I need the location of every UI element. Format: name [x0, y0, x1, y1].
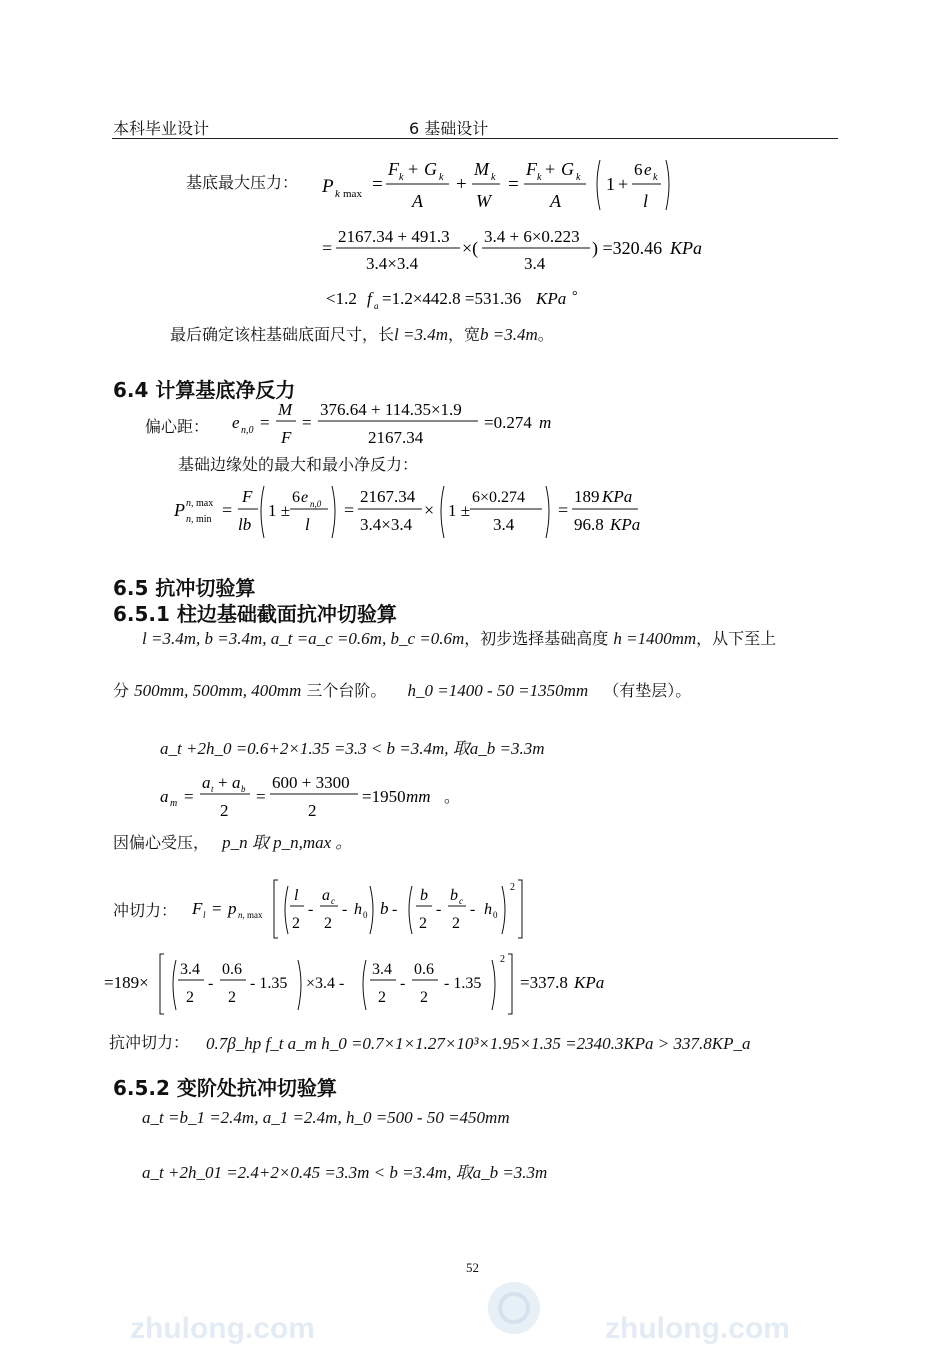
- svg-text:=1.2×442.8 =531.36: =1.2×442.8 =531.36: [382, 289, 522, 308]
- svg-text:+: +: [456, 174, 467, 195]
- svg-text:×3.4 -: ×3.4 -: [306, 975, 345, 992]
- svg-text:2: 2: [420, 989, 428, 1006]
- svg-text:- 1.35: - 1.35: [250, 975, 288, 992]
- svg-text:6: 6: [634, 160, 643, 179]
- allowable-pressure-check: [318, 284, 618, 312]
- svg-text:t: t: [211, 784, 214, 794]
- svg-text:6: 6: [292, 489, 300, 506]
- steps-line: 分 500mm, 500mm, 400mm 三个台阶。 h_0 =1400 - 50 =1350mm （有垫层）。: [113, 681, 692, 700]
- svg-text:96.8: 96.8: [574, 515, 604, 534]
- svg-text:l: l: [203, 910, 206, 920]
- svg-text:KPa: KPa: [574, 973, 605, 992]
- svg-text:2: 2: [292, 915, 300, 932]
- section-heading-6-4: 6.4 计算基底净反力: [113, 378, 296, 402]
- punching-force-equation: [188, 876, 538, 940]
- svg-text:n,: n,: [238, 910, 245, 920]
- svg-text:G: G: [561, 159, 574, 179]
- parameters-line: l =3.4m, b =3.4m, a_t =a_c =0.6m, b_c =0.6m，初步选择基础高度 h =1400mm，从下至上: [142, 629, 777, 648]
- svg-text:=: =: [508, 174, 519, 195]
- svg-text:<1.2: <1.2: [326, 289, 357, 308]
- svg-text:k: k: [491, 172, 496, 183]
- header-chapter: 6 基础设计: [409, 119, 489, 138]
- svg-text:3.4: 3.4: [180, 961, 200, 978]
- svg-text:a: a: [322, 887, 330, 904]
- edge-reaction-text: 基础边缘处的最大和最小净反力：: [178, 455, 419, 474]
- svg-text:k: k: [335, 188, 340, 200]
- svg-text:k: k: [439, 172, 444, 183]
- svg-text:0: 0: [493, 910, 498, 920]
- svg-text:n,: n,: [186, 514, 194, 525]
- svg-text:=1950: =1950: [362, 787, 406, 806]
- svg-text:°: °: [572, 289, 578, 304]
- watermark-left: zhulong.com: [130, 1312, 315, 1345]
- section-heading-6-5: 6.5 抗冲切验算: [113, 576, 256, 600]
- step-change-ab-equation: a_t +2h_01 =2.4+2×0.45 =3.3m < b =3.4m, 取a_b =3.3m: [142, 1163, 548, 1182]
- resistance-label: 抗冲切力：: [109, 1033, 190, 1052]
- svg-text:l: l: [643, 191, 649, 211]
- svg-text:l: l: [294, 887, 299, 904]
- svg-text:2167.34 + 491.3: 2167.34 + 491.3: [338, 227, 450, 246]
- svg-text:2: 2: [510, 882, 515, 893]
- svg-text:P: P: [174, 500, 185, 520]
- svg-text:1: 1: [606, 174, 615, 194]
- svg-text:3.4×3.4: 3.4×3.4: [366, 254, 419, 273]
- punching-force-label: 冲切力：: [113, 901, 178, 920]
- svg-text:-: -: [400, 975, 406, 992]
- svg-text:k: k: [576, 172, 581, 183]
- svg-text:2: 2: [378, 989, 386, 1006]
- svg-text:-: -: [342, 901, 348, 918]
- svg-text:n,0: n,0: [241, 425, 254, 436]
- svg-text:=: =: [260, 413, 270, 432]
- svg-text:e: e: [301, 489, 309, 506]
- svg-text:2: 2: [308, 801, 317, 820]
- svg-text:-: -: [308, 901, 314, 918]
- svg-text:c: c: [331, 896, 335, 906]
- svg-text:600 + 3300: 600 + 3300: [272, 773, 350, 792]
- eccentricity-label: 偏心距：: [145, 417, 210, 436]
- svg-text:。: 。: [444, 789, 461, 806]
- svg-text:F: F: [242, 487, 253, 506]
- svg-text:376.64 + 114.35×1.9: 376.64 + 114.35×1.9: [320, 400, 462, 419]
- svg-text:-: -: [208, 975, 214, 992]
- svg-text:=189×: =189×: [104, 973, 149, 992]
- svg-text:max: max: [343, 188, 362, 200]
- svg-text:3.4: 3.4: [493, 515, 515, 534]
- svg-text:0: 0: [363, 910, 368, 920]
- section-heading-6-5-1: 6.5.1 柱边基础截面抗冲切验算: [113, 602, 397, 626]
- svg-text:max: max: [247, 910, 263, 920]
- svg-text:F: F: [388, 159, 399, 179]
- svg-text:0.6: 0.6: [414, 961, 434, 978]
- svg-text:A: A: [412, 191, 423, 211]
- max-pressure-label: 基底最大压力：: [186, 173, 299, 192]
- resistance-equation: 0.7β_hp f_t a_m h_0 =0.7×1×1.27×10³×1.95×1.35 =2340.3KPa > 337.8KP_a: [206, 1034, 751, 1053]
- svg-text:+: +: [408, 159, 419, 179]
- svg-text:a: a: [160, 787, 169, 806]
- watermark-logo-icon: [484, 1278, 544, 1338]
- svg-text:2: 2: [228, 989, 236, 1006]
- svg-text:W: W: [476, 191, 491, 211]
- svg-text:h: h: [354, 901, 362, 918]
- svg-text:1 ±: 1 ±: [448, 501, 471, 520]
- svg-text:2: 2: [452, 915, 460, 932]
- svg-text:=: =: [212, 899, 222, 918]
- svg-text:) =320.46: ) =320.46: [592, 238, 663, 258]
- max-pressure-substitution: [318, 222, 718, 276]
- svg-text:=: =: [558, 500, 569, 520]
- svg-text:189: 189: [574, 487, 600, 506]
- svg-text:c: c: [459, 896, 463, 906]
- watermark-right: zhulong.com: [605, 1312, 790, 1345]
- svg-text:KPa: KPa: [536, 289, 567, 308]
- svg-text:l: l: [305, 515, 310, 534]
- svg-text:6×0.274: 6×0.274: [472, 489, 526, 506]
- svg-text:-: -: [436, 901, 442, 918]
- svg-text:=337.8: =337.8: [520, 973, 568, 992]
- svg-text:3.4 + 6×0.223: 3.4 + 6×0.223: [484, 227, 580, 246]
- svg-text:b: b: [241, 784, 246, 794]
- punching-force-value: [100, 948, 640, 1018]
- svg-text:k: k: [399, 172, 404, 183]
- svg-text:G: G: [424, 159, 437, 179]
- svg-text:a: a: [374, 301, 379, 311]
- eccentricity-equation: [228, 398, 568, 450]
- svg-text:2: 2: [186, 989, 194, 1006]
- svg-text:2: 2: [419, 915, 427, 932]
- svg-text:p: p: [228, 899, 237, 918]
- svg-text:F: F: [281, 428, 292, 447]
- step-change-parameters: a_t =b_1 =2.4m, a_1 =2.4m, h_0 =500 - 50 =450mm: [142, 1108, 510, 1127]
- svg-text:m: m: [170, 798, 178, 809]
- svg-text:b: b: [420, 887, 428, 904]
- svg-text:×(: ×(: [462, 238, 479, 258]
- svg-text:b: b: [450, 887, 458, 904]
- svg-text:=: =: [372, 174, 383, 195]
- svg-text:=: =: [222, 500, 233, 520]
- svg-text:2167.34: 2167.34: [368, 428, 424, 447]
- svg-text:2: 2: [220, 801, 229, 820]
- svg-text:f: f: [367, 289, 372, 308]
- svg-text:n,: n,: [186, 498, 194, 509]
- svg-text:+: +: [218, 773, 228, 792]
- svg-text:P: P: [322, 176, 334, 197]
- max-pressure-equation: [318, 152, 678, 216]
- svg-text:KPa: KPa: [610, 515, 641, 534]
- svg-text:=: =: [322, 238, 333, 258]
- svg-text:KPa: KPa: [602, 487, 633, 506]
- svg-text:3.4×3.4: 3.4×3.4: [360, 515, 413, 534]
- svg-text:k: k: [653, 172, 658, 183]
- svg-text:=: =: [256, 787, 266, 806]
- svg-text:n,0: n,0: [310, 499, 322, 509]
- svg-text:max: max: [196, 498, 214, 509]
- svg-text:=: =: [344, 500, 355, 520]
- svg-text:A: A: [550, 191, 561, 211]
- svg-text:KPa: KPa: [670, 238, 703, 258]
- svg-text:0.6: 0.6: [222, 961, 242, 978]
- svg-text:lb: lb: [238, 515, 252, 534]
- svg-text:3.4: 3.4: [372, 961, 392, 978]
- base-size-conclusion: 最后确定该柱基础底面尺寸，长l =3.4m，宽b =3.4m。: [170, 325, 554, 344]
- page-number: 52: [466, 1260, 479, 1275]
- net-reaction-equation: [170, 480, 650, 542]
- svg-text:+: +: [618, 174, 629, 194]
- svg-text:2: 2: [500, 954, 505, 965]
- svg-text:=: =: [302, 413, 312, 432]
- svg-text:×: ×: [424, 500, 435, 520]
- header-title: 本科毕业设计: [113, 119, 210, 138]
- svg-text:b: b: [380, 899, 389, 918]
- svg-text:2: 2: [324, 915, 332, 932]
- svg-text:- 1.35: - 1.35: [444, 975, 482, 992]
- svg-text:min: min: [196, 514, 212, 525]
- svg-text:-: -: [392, 901, 398, 918]
- eccentric-pressure-line: 因偏心受压， p_n 取 p_n,max 。: [113, 833, 353, 852]
- svg-text:=: =: [184, 787, 194, 806]
- svg-text:2167.34: 2167.34: [360, 487, 416, 506]
- svg-text:e: e: [232, 413, 240, 432]
- svg-text:F: F: [192, 899, 203, 918]
- svg-text:3.4: 3.4: [524, 254, 546, 273]
- svg-text:+: +: [545, 159, 556, 179]
- svg-text:M: M: [278, 400, 293, 419]
- svg-text:-: -: [470, 901, 476, 918]
- svg-text:m: m: [539, 413, 552, 432]
- svg-text:1 ±: 1 ±: [268, 501, 291, 520]
- svg-text:a: a: [202, 773, 211, 792]
- svg-text:mm: mm: [406, 787, 431, 806]
- svg-text:=0.274: =0.274: [484, 413, 532, 432]
- svg-text:F: F: [526, 159, 537, 179]
- ab-equation: a_t +2h_0 =0.6+2×1.35 =3.3 < b =3.4m, 取a_b =3.3m: [160, 739, 545, 758]
- svg-text:e: e: [644, 160, 652, 179]
- am-equation: [156, 770, 476, 822]
- svg-text:M: M: [474, 159, 489, 179]
- svg-text:a: a: [232, 773, 241, 792]
- svg-text:k: k: [537, 172, 542, 183]
- header-rule: [112, 138, 838, 139]
- section-heading-6-5-2: 6.5.2 变阶处抗冲切验算: [113, 1076, 337, 1100]
- svg-text:h: h: [484, 901, 492, 918]
